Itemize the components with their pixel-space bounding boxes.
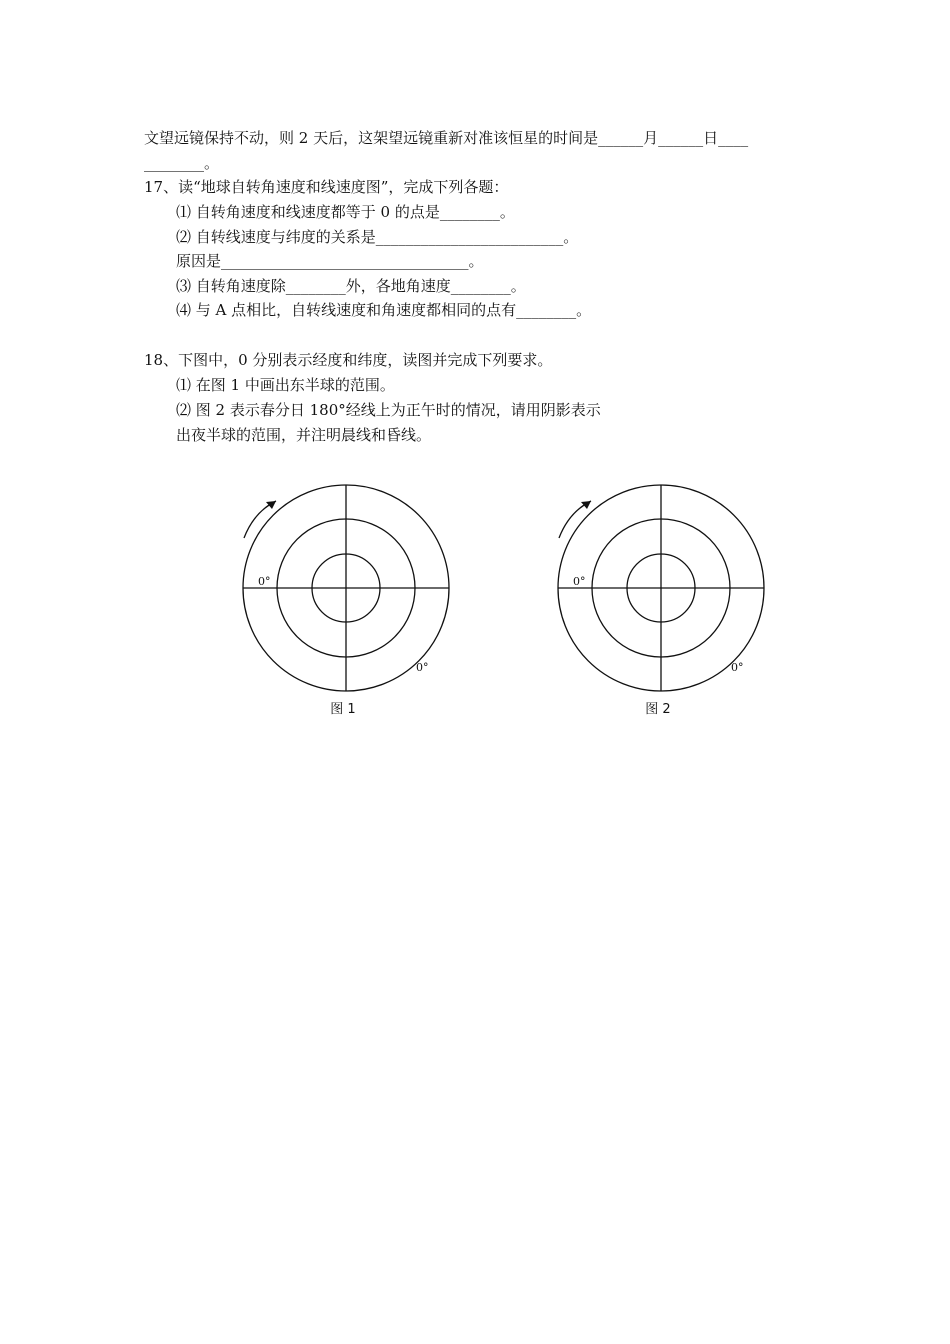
figure-2-caption: 图 2	[645, 702, 671, 717]
q17-part-4: ⑷ 与 A 点相比，自转线速度和角速度都相同的点有________。	[176, 301, 592, 319]
q18-stem: 18、下图中，0 分别表示经度和纬度，读图并完成下列要求。	[144, 351, 553, 369]
q17-stem: 17、读“地球自转角速度和线速度图”，完成下列各题：	[144, 178, 509, 196]
label-0-bottom: 0°	[416, 661, 429, 674]
q17-part-2: ⑵ 自转线速度与纬度的关系是_________________________。	[176, 228, 579, 246]
q18-part-2: ⑵ 图 2 表示春分日 180°经线上为正午时的情况，请用阴影表示	[176, 401, 601, 419]
label-0-left: 0°	[258, 575, 271, 588]
q17-part-2-reason: 原因是_________________________________。	[176, 252, 484, 270]
q18-part-2-cont: 出夜半球的范围，并注明晨线和昏线。	[176, 426, 432, 444]
figure-1-caption: 图 1	[330, 702, 356, 717]
q16-line-2: ________。	[144, 154, 220, 172]
label-0-bottom: 0°	[731, 661, 744, 674]
figure-2-polar-diagram	[545, 478, 775, 698]
q16-line-1: 文望远镜保持不动，则 2 天后，这架望远镜重新对准该恒星的时间是______月______日____	[144, 129, 749, 147]
q17-part-1: ⑴ 自转角速度和线速度都等于 0 的点是________。	[176, 203, 515, 221]
q18-part-1: ⑴ 在图 1 中画出东半球的范围。	[176, 376, 395, 394]
q17-part-3: ⑶ 自转角速度除________外，各地角速度________。	[176, 277, 526, 295]
figure-1-polar-diagram	[230, 478, 460, 698]
label-0-left: 0°	[573, 575, 586, 588]
